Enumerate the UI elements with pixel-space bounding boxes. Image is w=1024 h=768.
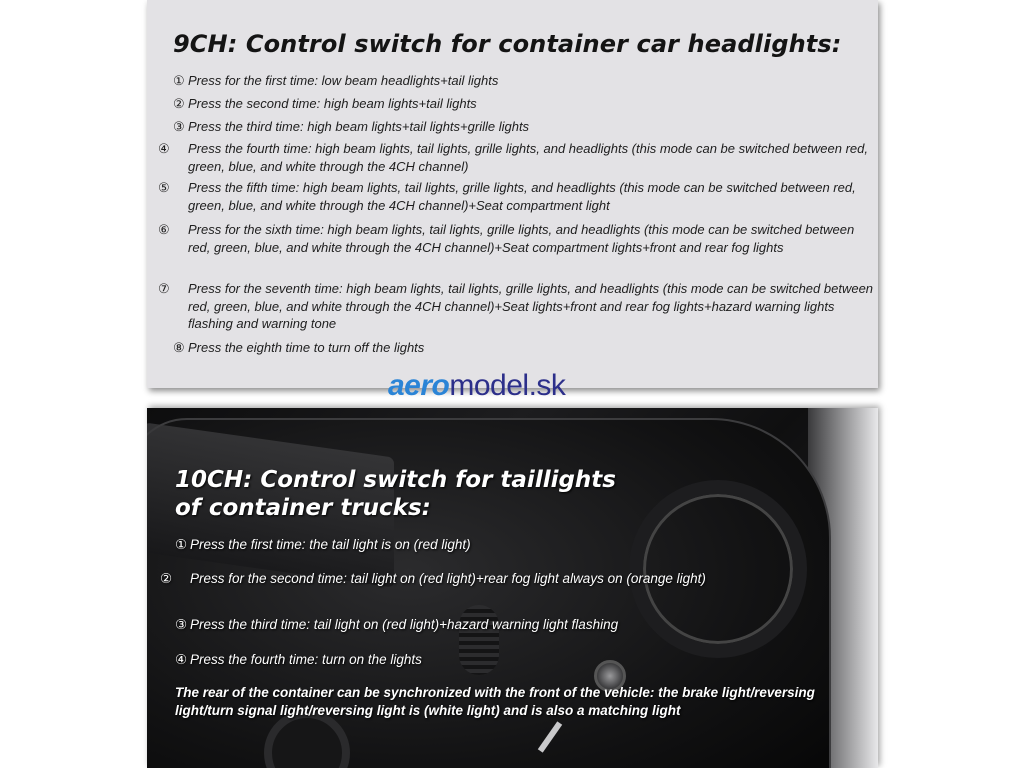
- step-number: ②: [160, 571, 173, 586]
- step-number: ②: [173, 96, 185, 111]
- step-number: ①: [175, 537, 188, 552]
- headlight-step: [173, 118, 863, 136]
- headlight-switch-panel: [147, 0, 878, 388]
- taillight-section-title: [175, 466, 616, 522]
- step-number: ⑥: [158, 222, 170, 237]
- step-text: Press the fourth time: high beam lights, tail lights, grille lights, and headlights (this mode can be switched between red, green, blue, and white through the 4CH channel): [188, 141, 868, 174]
- headlight-step: [173, 339, 863, 357]
- step-number: ⑤: [158, 180, 170, 195]
- step-text: Press for the first time: low beam headlights+tail lights: [188, 73, 499, 88]
- step-text: Press for the second time: tail light on (red light)+rear fog light always on (orange light): [190, 571, 706, 586]
- taillight-title-line2: of container trucks:: [175, 495, 431, 521]
- step-number: ④: [175, 652, 188, 667]
- step-text: Press the fourth time: turn on the lights: [190, 652, 422, 667]
- headlight-section-title: 9CH: Control switch for container car headlights:: [173, 30, 842, 58]
- step-text: Press the second time: high beam lights+tail lights: [188, 96, 477, 111]
- step-number: ⑧: [173, 340, 185, 355]
- headlight-step: [158, 280, 878, 333]
- taillight-step: [175, 651, 815, 668]
- headlight-step: [173, 72, 863, 90]
- step-number: ③: [175, 617, 188, 632]
- headlight-step: [173, 95, 863, 113]
- taillight-switch-panel: [147, 408, 878, 768]
- step-text: Press the first time: the tail light is on (red light): [190, 537, 471, 552]
- headlight-step: [158, 179, 878, 214]
- step-text: Press for the sixth time: high beam lights, tail lights, grille lights, and headlights (this mode can be switched between red, green, blue, and white through the 4CH channel)+Seat compartment lights+front and rear fog lights: [188, 222, 855, 255]
- logo-part-model: model.sk: [449, 369, 566, 402]
- aeromodel-logo[interactable]: [388, 368, 565, 404]
- taillight-step: [175, 536, 815, 553]
- taillight-title-line1: 10CH: Control switch for taillights: [175, 467, 616, 493]
- step-number: ①: [173, 73, 185, 88]
- step-text: Press the third time: tail light on (red light)+hazard warning light flashing: [190, 617, 619, 632]
- step-text: Press for the seventh time: high beam lights, tail lights, grille lights, and headlights (this mode can be switched between red, green, blue, and white through the 4CH channel)+Seat lights+front and rear fog lights+hazard warning lights flashing and warning tone: [188, 281, 874, 331]
- taillight-step: [175, 616, 815, 633]
- headlight-step: [158, 140, 878, 175]
- transmitter-lever: [538, 721, 562, 752]
- synchronization-note: The rear of the container can be synchronized with the front of the vehicle: the brake light/reversing light/turn signal light/reversing light is (white light) and is also a matching light: [175, 685, 815, 718]
- step-text: Press the eighth time to turn off the lights: [188, 340, 425, 355]
- taillight-step: [160, 570, 830, 587]
- step-text: Press the fifth time: high beam lights, tail lights, grille lights, and headlights (this mode can be switched between red, green, blue, and white through the 4CH channel)+Seat compartment light: [188, 180, 856, 213]
- logo-part-aero: aero: [388, 369, 450, 402]
- headlight-step: [158, 221, 878, 256]
- step-text: Press the third time: high beam lights+tail lights+grille lights: [188, 119, 530, 134]
- step-number: ④: [158, 141, 170, 156]
- step-number: ⑦: [158, 281, 170, 296]
- step-number: ③: [173, 119, 185, 134]
